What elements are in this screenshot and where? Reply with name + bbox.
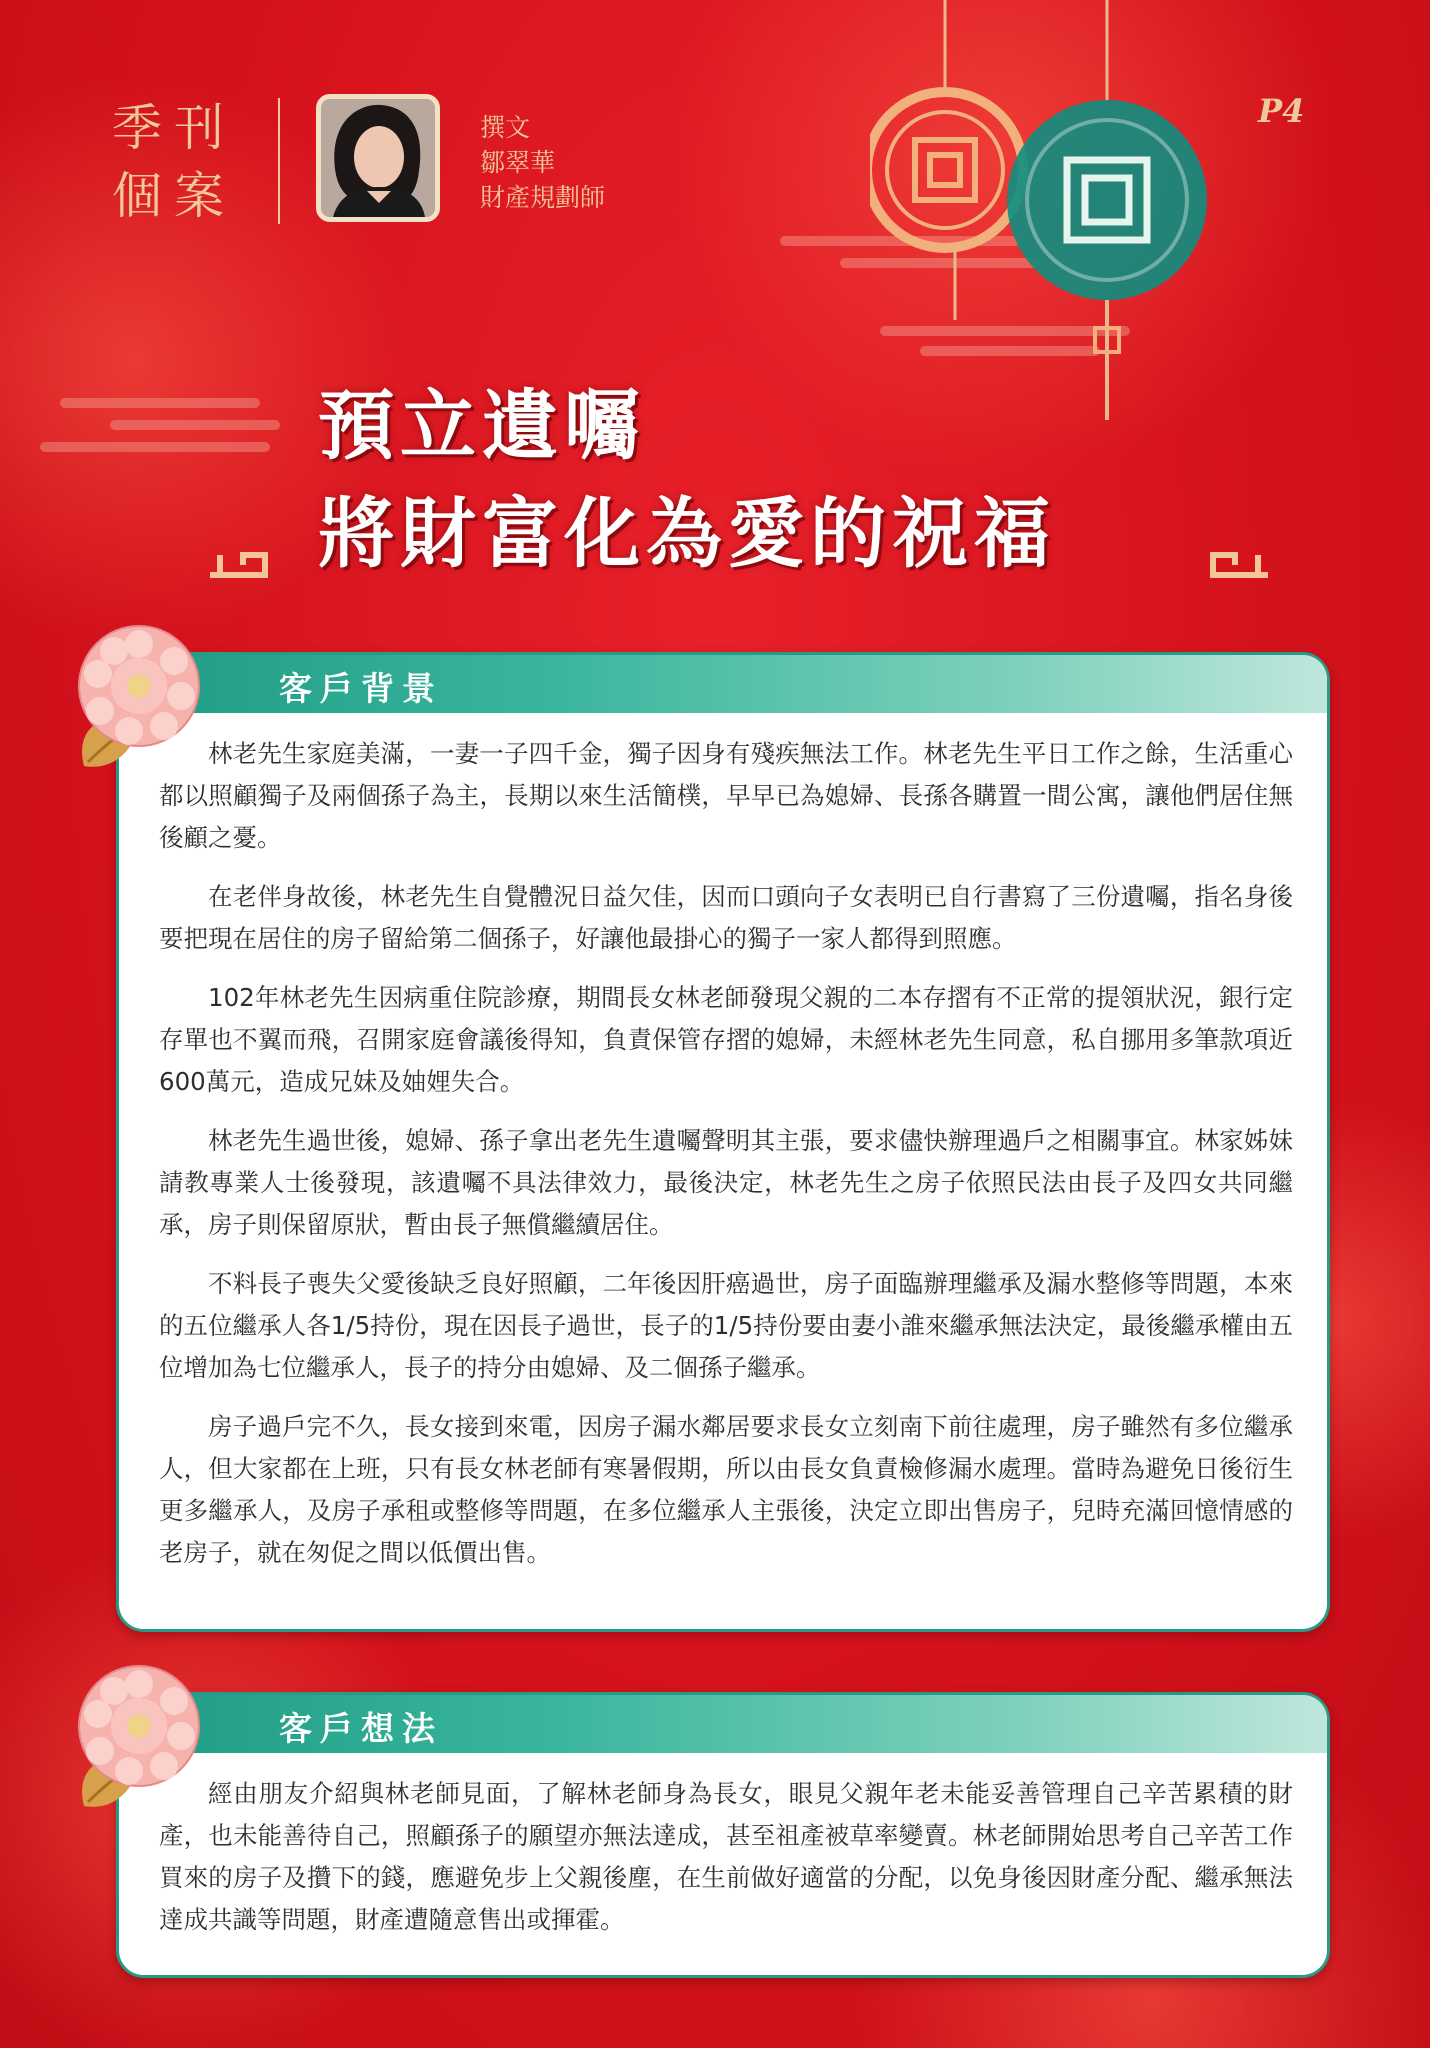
article-title-line: 預立遺囑 xyxy=(318,381,646,470)
paragraph: 102年林老先生因病重住院診療，期間長女林老師發現父親的二本存摺有不正常的提領狀況，銀行定存單也不翼而飛，召開家庭會議後得知，負責保管存摺的媳婦，未經林老先生同意，私自挪用多筆款項近600萬元，造成兄妹及妯娌失合。 xyxy=(159,983,1293,1096)
page-number: P4 xyxy=(1258,92,1305,130)
flower-icon xyxy=(64,1656,214,1826)
article-title xyxy=(318,372,1056,588)
paragraph: 經由朋友介紹與林老師見面，了解林老師身為長女，眼見父親年老未能妥善管理自己辛苦累積的財產，也未能善待自己，照顧孫子的願望亦無法達成，甚至祖產被草率變賣。林老師開始思考自己辛苦工作買來的房子及攢下的錢，應避免步上父親後塵，在生前做好適當的分配，以免身後因財產分配、繼承無法達成共識等問題，財產遭隨意售出或揮霍。 xyxy=(159,1779,1293,1934)
section-body xyxy=(159,733,1293,1591)
author-avatar xyxy=(316,94,440,222)
section-body xyxy=(159,1773,1293,1958)
section-title: 客戶背景 xyxy=(279,669,443,708)
paragraph: 房子過戶完不久，長女接到來電，因房子漏水鄰居要求長女立刻南下前往處理，房子雖然有多位繼承人，但大家都在上班，只有長女林老師有寒暑假期，所以由長女負責檢修漏水處理。當時為避免日後衍生更多繼承人，及房子承租或整修等問題，在多位繼承人主張後，決定立即出售房子，兒時充滿回憶情感的老房子，就在匆促之間以低價出售。 xyxy=(159,1412,1293,1567)
paragraph: 在老伴身故後，林老先生自覺體況日益欠佳，因而口頭向子女表明已自行書寫了三份遺囑，指名身後要把現在居住的房子留給第二個孫子，好讓他最掛心的獨子一家人都得到照應。 xyxy=(159,882,1293,953)
section-header xyxy=(119,1695,1327,1753)
author-info xyxy=(480,110,605,215)
flower-icon xyxy=(64,616,214,786)
client-background-panel xyxy=(116,652,1330,1632)
author-role: 撰文 xyxy=(480,113,531,142)
author-title: 財產規劃師 xyxy=(480,183,606,212)
author-name: 鄒翠華 xyxy=(480,148,556,177)
column-title-line: 季刊 xyxy=(112,99,236,157)
client-thoughts-panel xyxy=(116,1692,1330,1978)
section-title: 客戶想法 xyxy=(279,1709,443,1748)
column-title xyxy=(112,94,262,230)
section-header xyxy=(119,655,1327,713)
header-divider xyxy=(278,98,280,224)
column-title-line: 個案 xyxy=(112,167,236,225)
paragraph: 林老先生家庭美滿，一妻一子四千金，獨子因身有殘疾無法工作。林老先生平日工作之餘，生活重心都以照顧獨子及兩個孫子為主，長期以來生活簡樸，早早已為媳婦、長孫各購置一間公寓，讓他們居住無後顧之憂。 xyxy=(159,739,1293,852)
paragraph: 林老先生過世後，媳婦、孫子拿出老先生遺囑聲明其主張，要求儘快辦理過戶之相關事宜。林家姊妹請教專業人士後發現，該遺囑不具法律效力，最後決定，林老先生之房子依照民法由長子及四女共同繼承，房子則保留原狀，暫由長子無償繼續居住。 xyxy=(159,1126,1293,1239)
article-title-line: 將財富化為愛的祝福 xyxy=(318,489,1056,578)
paragraph: 不料長子喪失父愛後缺乏良好照顧，二年後因肝癌過世，房子面臨辦理繼承及漏水整修等問題，本來的五位繼承人各1/5持份，現在因長子過世，長子的1/5持份要由妻小誰來繼承無法決定，最後繼承權由五位增加為七位繼承人，長子的持分由媳婦、及二個孫子繼承。 xyxy=(159,1269,1293,1382)
